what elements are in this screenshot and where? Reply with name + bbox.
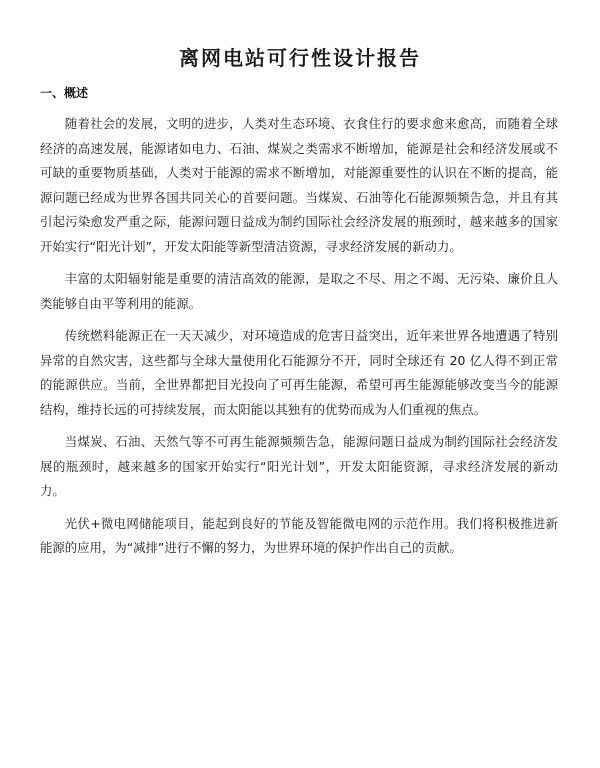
overview-body xyxy=(40,112,558,569)
paragraph-4: 当煤炭、石油、天然气等不可再生能源频频告急，能源问题日益成为制约国际社会经济发展的瓶颈时，越来越多的国家开始实行“阳光计划”，开发太阳能资源，寻求经济发展的新动力。 xyxy=(40,434,558,498)
paragraph-3: 传统燃料能源正在一天天减少，对环境造成的危害日益突出，近年来世界各地遭遇了特别异常的自然灾害，这些都与全球大量使用化石能源分不开，同时全球还有 20 亿人得不到正常的能源供应。当前，全世界都把目光投向了可再生能源，希望可再生能源能够改变当今的能源结构，维持长远的可持续发展，而太阳能以其独有的优势而成为人们重视的焦点。 xyxy=(40,328,558,417)
paragraph-1: 随着社会的发展，文明的进步，人类对生态环境、衣食住行的要求愈来愈高，而随着全球经济的高速发展，能源诸如电力、石油、煤炭之类需求不断增加，能源是社会和经济发展或不可缺的重要物质基础，人类对于能源的需求不断增加，对能源重要性的认识在不断的提高，能源问题已经成为世界各国共同关心的首要问题。当煤炭、石油等化石能源频频告急，并且有其引起污染愈发严重之际，能源问题日益成为制约国际社会经济发展的瓶颈时，越来越多的国家开始实行“阳光计划”，开发太阳能等新型清洁资源，寻求经济发展的新动力。 xyxy=(40,116,558,254)
paragraph-2: 丰富的太阳辐射能是重要的清洁高效的能源，是取之不尽、用之不竭、无污染、廉价且人类能够自由平等利用的能源。 xyxy=(40,271,558,311)
section-heading-overview: 一、概述 xyxy=(40,86,89,100)
document-title: 离网电站可行性设计报告 xyxy=(179,46,421,70)
paragraph-5: 光伏+微电网储能项目，能起到良好的节能及智能微电网的示范作用。我们将积极推进新能源的应用，为“减排”进行不懈的努力，为世界环境的保护作出自己的贡献。 xyxy=(40,515,558,555)
